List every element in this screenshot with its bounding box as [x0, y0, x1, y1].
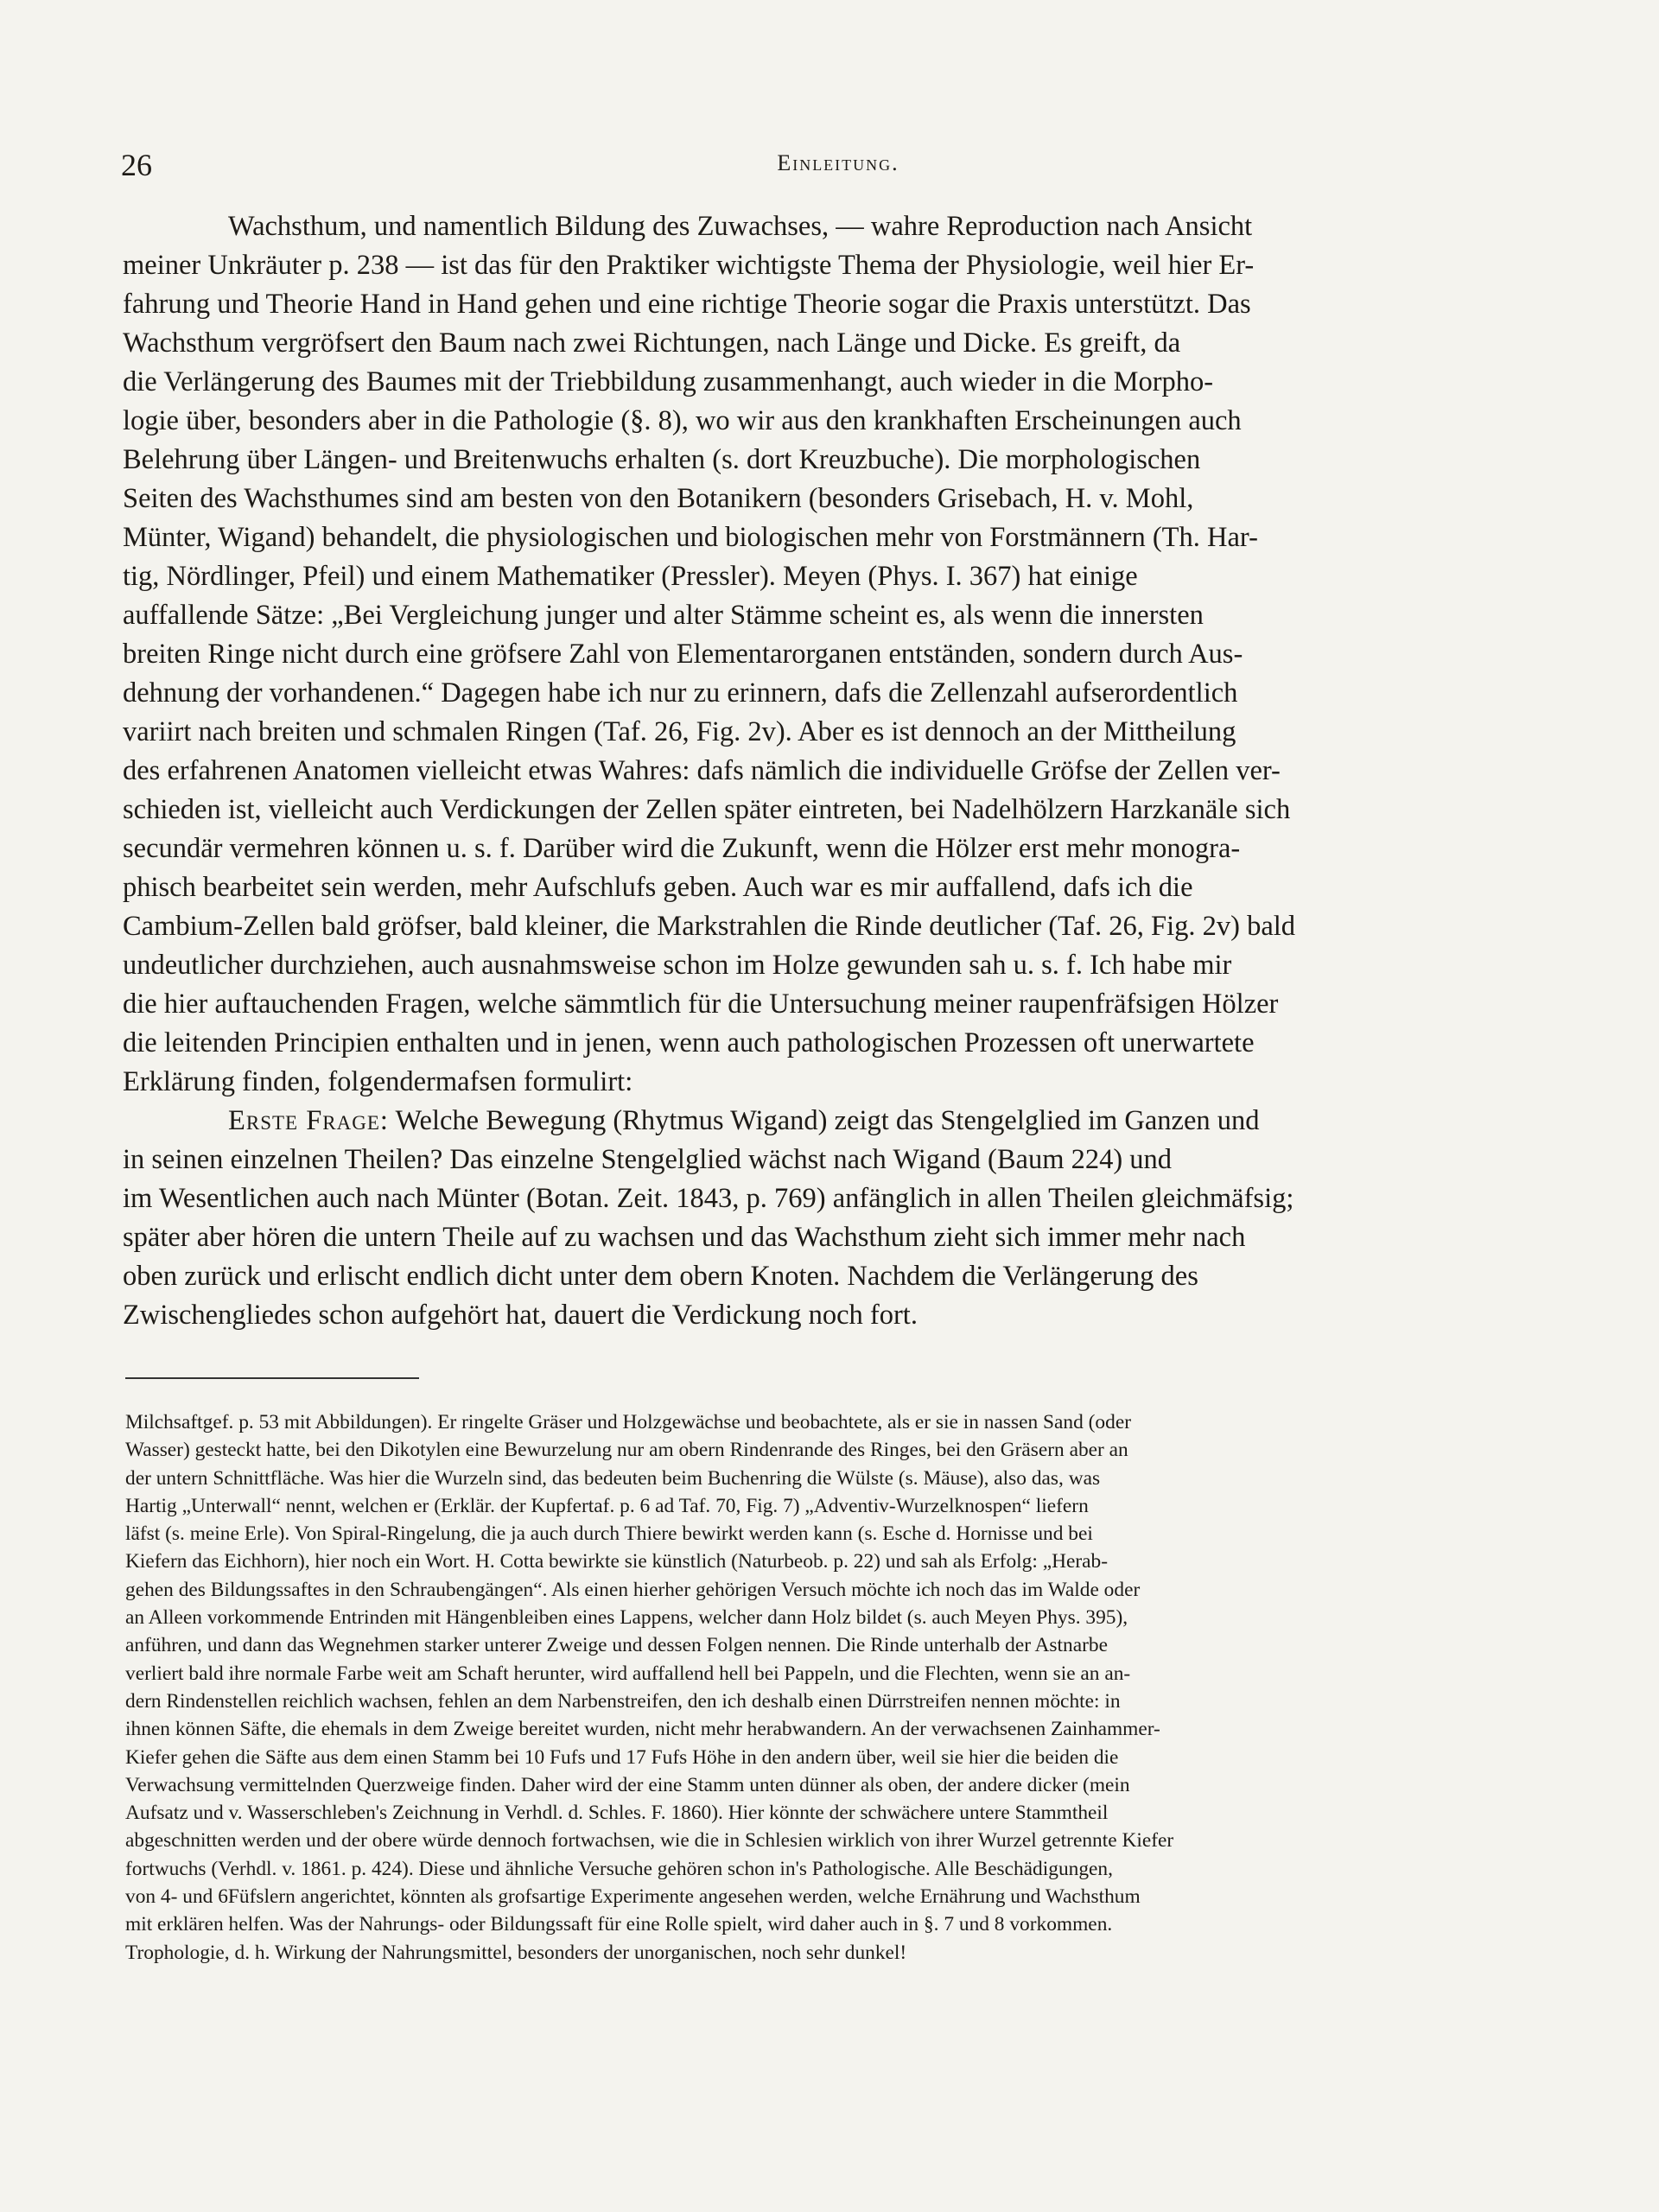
- text-line: die leitenden Principien enthalten und in jenen, wenn auch pathologischen Prozessen oft unerwartete: [123, 1027, 1255, 1058]
- text-line: im Wesentlichen auch nach Münter (Botan. Zeit. 1843, p. 769) anfänglich in allen Theilen gleichmäfsig;: [123, 1183, 1294, 1214]
- footnote-line: Kiefern das Eichhorn), hier noch ein Wort. H. Cotta bewirkte sie künstlich (Naturbeob. p. 22) und sah als Erfolg: „Herab-: [125, 1550, 1109, 1573]
- footnote-line: abgeschnitten werden und der obere würde dennoch fortwachsen, wie die in Schlesien wirklich von ihrer Wurzel getrennte Kiefer: [125, 1829, 1174, 1853]
- running-head: [121, 147, 1555, 185]
- page-number: 26: [121, 148, 152, 182]
- text-line: breiten Ringe nicht durch eine gröfsere Zahl von Elementarorganen entständen, sondern durch Aus-: [123, 639, 1243, 670]
- footnote-divider: [125, 1377, 419, 1379]
- text-line: fahrung und Theorie Hand in Hand gehen und eine richtige Theorie sogar die Praxis unterstützt. Das: [123, 289, 1251, 320]
- footnote-line: anführen, und dann das Wegnehmen starker unterer Zweige und dessen Folgen nennen. Die Rinde unterhalb der Astnarbe: [125, 1634, 1108, 1657]
- footnote-line: Trophologie, d. h. Wirkung der Nahrungsmittel, besonders der unorganischen, noch sehr dunkel!: [125, 1941, 907, 1964]
- text-line: in seinen einzelnen Theilen? Das einzelne Stengelglied wächst nach Wigand (Baum 224) und: [123, 1144, 1173, 1175]
- text-line: Erklärung finden, folgendermafsen formulirt:: [123, 1066, 633, 1097]
- text-line: variirt nach breiten und schmalen Ringen (Taf. 26, Fig. 2v). Aber es ist dennoch an der Mittheilung: [123, 716, 1236, 747]
- text-line: meiner Unkräuter p. 238 — ist das für den Praktiker wichtigste Thema der Physiologie, weil hier Er-: [123, 250, 1255, 281]
- text-line: die Verlängerung des Baumes mit der Triebbildung zusammenhangt, auch wieder in die Morpho-: [123, 366, 1214, 397]
- footnote-line: Hartig „Unterwall“ nennt, welchen er (Erklär. der Kupfertaf. p. 6 ad Taf. 70, Fig. 7) „Adventiv-Wurzelknospen“ liefern: [125, 1494, 1089, 1517]
- text-line: dehnung der vorhandenen.“ Dagegen habe ich nur zu erinnern, dafs die Zellenzahl aufserordentlich: [123, 677, 1238, 709]
- footnote-line: Milchsaftgef. p. 53 mit Abbildungen). Er ringelte Gräser und Holzgewächse und beobachtete, als er sie in nassen Sand (oder: [125, 1411, 1131, 1433]
- text-line: undeutlicher durchziehen, auch ausnahmsweise schon im Holze gewunden sah u. s. f. Ich habe mir: [123, 950, 1232, 981]
- text-line: Zwischengliedes schon aufgehört hat, dauert die Verdickung noch fort.: [123, 1300, 918, 1331]
- text-line: tig, Nördlinger, Pfeil) und einem Mathematiker (Pressler). Meyen (Phys. I. 367) hat einige: [123, 561, 1138, 592]
- question-text: Welche Bewegung (Rhytmus Wigand) zeigt das Stengelglied im Ganzen und: [395, 1105, 1260, 1136]
- footnote-line: Kiefer gehen die Säfte aus dem einen Stamm bei 10 Fufs und 17 Fufs Höhe in den andern über, weil sie hier die beiden die: [125, 1745, 1119, 1769]
- text-line: secundär vermehren können u. s. f. Darüber wird die Zukunft, wenn die Hölzer erst mehr monogra-: [123, 833, 1241, 864]
- footnote-line: ihnen können Säfte, die ehemals in dem Zweige bereitet wurden, nicht mehr herabwandern. An der verwachsenen Zainhammer-: [125, 1718, 1160, 1741]
- text-line: die hier auftauchenden Fragen, welche sämmtlich für die Untersuchung meiner raupenfräfsigen Hölzer: [123, 988, 1279, 1020]
- footnote-line: läfst (s. meine Erle). Von Spiral-Ringelung, die ja auch durch Thiere bewirkt werden kann (s. Esche d. Hornisse und bei: [125, 1522, 1093, 1546]
- question-label: Erste Frage:: [228, 1105, 389, 1136]
- text-line: Seiten des Wachsthumes sind am besten von den Botanikern (besonders Grisebach, H. v. Mohl,: [123, 483, 1194, 514]
- text-line: oben zurück und erlischt endlich dicht unter dem obern Knoten. Nachdem die Verlängerung des: [123, 1261, 1198, 1292]
- footnote-line: an Alleen vorkommende Entrinden mit Hängenbleiben eines Lappens, welcher dann Holz bildet (s. auch Meyen Phys. 395),: [125, 1606, 1128, 1630]
- footnote-line: verliert bald ihre normale Farbe weit am Schaft herunter, wird auffallend hell bei Pappeln, und die Flechten, wenn sie an an-: [125, 1662, 1131, 1685]
- text-line: Belehrung über Längen- und Breitenwuchs erhalten (s. dort Kreuzbuche). Die morphologischen: [123, 444, 1201, 475]
- text-line: Münter, Wigand) behandelt, die physiologischen und biologischen mehr von Forstmännern (Th. Har-: [123, 522, 1258, 553]
- text-line: Wachsthum, und namentlich Bildung des Zuwachses, — wahre Reproduction nach Ansicht: [228, 211, 1253, 242]
- text-line: auffallende Sätze: „Bei Vergleichung junger und alter Stämme scheint es, als wenn die innersten: [123, 600, 1204, 631]
- footnote-line: Wasser) gesteckt hatte, bei den Dikotylen eine Bewurzelung nur am obern Rindenrande des Ringes, bei den Gräsern aber an: [125, 1439, 1128, 1462]
- footnote-line: Aufsatz und v. Wasserschleben's Zeichnung in Verhdl. d. Schles. F. 1860). Hier könnte der schwächere untere Stammtheil: [125, 1802, 1109, 1825]
- question-line: [123, 1102, 1561, 1141]
- text-line: phisch bearbeitet sein werden, mehr Aufschlufs geben. Auch war es mir auffallend, dafs ich die: [123, 872, 1193, 903]
- footnote-line: dern Rindenstellen reichlich wachsen, fehlen an dem Narbenstreifen, den ich deshalb einen Dürrstreifen nennen möchte: in: [125, 1689, 1121, 1713]
- footnote-line: Verwachsung vermittelnden Querzweige finden. Daher wird der eine Stamm unten dünner als oben, der andere dicker (mein: [125, 1773, 1130, 1796]
- text-line: Cambium-Zellen bald gröfser, bald kleiner, die Markstrahlen die Rinde deutlicher (Taf. 26, Fig. 2v) bald: [123, 911, 1296, 942]
- footnote-line: gehen des Bildungssaftes in den Schraubengängen“. Als einen hierher gehörigen Versuch möchte ich noch das im Walde oder: [125, 1578, 1141, 1601]
- text-line: schieden ist, vielleicht auch Verdickungen der Zellen später eintreten, bei Nadelhölzern Harzkanäle sich: [123, 794, 1291, 825]
- text-line: logie über, besonders aber in die Pathologie (§. 8), wo wir aus den krankhaften Erscheinungen auch: [123, 405, 1242, 436]
- footnote-line: fortwuchs (Verhdl. v. 1861. p. 424). Diese und ähnliche Versuche gehören schon in's Pathologische. Alle Beschädigungen,: [125, 1857, 1113, 1880]
- footnote-line: mit erklären helfen. Was der Nahrungs- oder Bildungssaft für eine Rolle spielt, wird daher auch in §. 7 und 8 vorkommen.: [125, 1913, 1113, 1936]
- text-line: des erfahrenen Anatomen vielleicht etwas Wahres: dafs nämlich die individuelle Gröfse der Zellen ver-: [123, 755, 1281, 786]
- text-line: Wachsthum vergröfsert den Baum nach zwei Richtungen, nach Länge und Dicke. Es greift, da: [123, 327, 1181, 359]
- text-line: später aber hören die untern Theile auf zu wachsen und das Wachsthum zieht sich immer mehr nach: [123, 1222, 1246, 1253]
- running-title: Einleitung.: [777, 150, 899, 175]
- footnote-line: von 4- und 6Füfslern angerichtet, könnten als grofsartige Experimente angesehen werden, welche Ernährung und Wachsthum: [125, 1885, 1141, 1909]
- footnote-line: der untern Schnittfläche. Was hier die Wurzeln sind, das bedeuten beim Buchenring die Wülste (s. Mäuse), also das, was: [125, 1466, 1101, 1490]
- footnote: [125, 1408, 1560, 1967]
- main-text: [123, 207, 1561, 1335]
